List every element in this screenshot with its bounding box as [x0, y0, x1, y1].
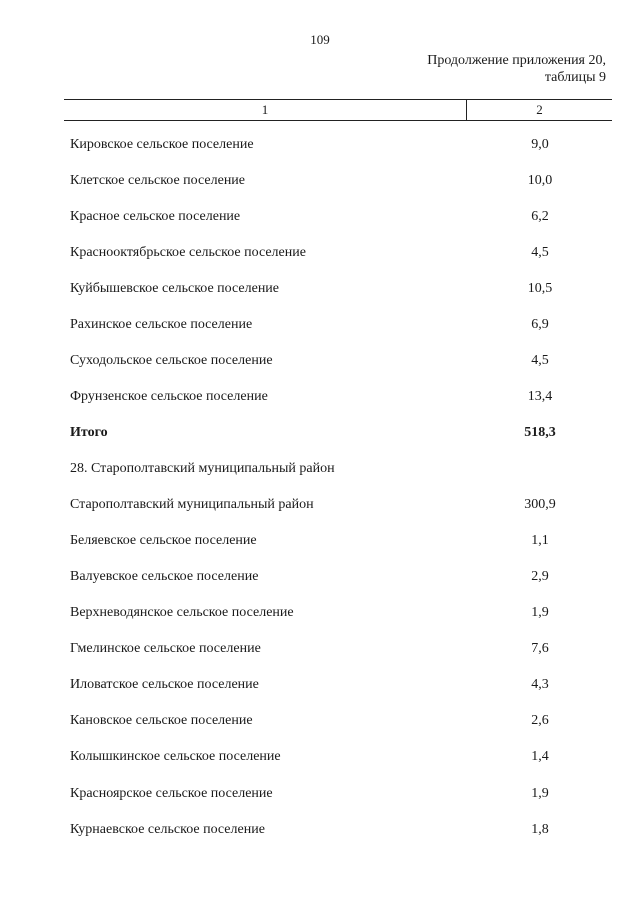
row-name: Фрунзенское сельское поселение: [70, 389, 268, 404]
row-value: 300,9: [524, 497, 556, 512]
row-value: 2,9: [531, 569, 549, 584]
row-name: Колышкинское сельское поселение: [70, 749, 281, 764]
row-name: Кировское сельское поселение: [70, 137, 254, 152]
row-value: 1,8: [531, 822, 549, 837]
table-row: [0, 353, 640, 373]
table-row: [0, 641, 640, 661]
row-value: 6,9: [531, 317, 549, 332]
row-name: Валуевское сельское поселение: [70, 569, 259, 584]
table-row: [0, 749, 640, 769]
row-value: 1,9: [531, 605, 549, 620]
table-row: [0, 209, 640, 229]
caption-line-1: Продолжение приложения 20,: [427, 53, 606, 68]
row-name: Итого: [70, 425, 108, 440]
row-name: Краснооктябрьское сельское поселение: [70, 245, 306, 260]
total-row: [0, 425, 640, 445]
row-name: Старополтавский муниципальный район: [70, 497, 314, 512]
table-row: [0, 173, 640, 193]
row-name: Суходольское сельское поселение: [70, 353, 273, 368]
row-name: Верхневодянское сельское поселение: [70, 605, 294, 620]
column-header-1: 1: [261, 102, 269, 117]
table-row: [0, 713, 640, 733]
row-name: Гмелинское сельское поселение: [70, 641, 261, 656]
row-name: Кановское сельское поселение: [70, 713, 253, 728]
row-name: Куйбышевское сельское поселение: [70, 281, 280, 296]
row-name: Беляевское сельское поселение: [70, 533, 257, 548]
table-row: [0, 281, 640, 301]
row-value: 7,6: [531, 641, 549, 656]
table-row: [0, 389, 640, 409]
row-name: Красноярское сельское поселение: [70, 786, 273, 801]
row-name: Рахинское сельское поселение: [70, 317, 253, 332]
table-row: [0, 245, 640, 265]
table-row: [0, 533, 640, 553]
page-number: 109: [310, 32, 330, 47]
row-value: 10,0: [527, 173, 553, 188]
table-row: [0, 786, 640, 806]
row-value: 4,3: [531, 677, 549, 692]
section-heading-row: [0, 461, 640, 481]
table-row: [0, 497, 640, 517]
table-row: [0, 569, 640, 589]
row-value: 518,3: [524, 425, 556, 440]
row-value: 1,1: [531, 533, 549, 548]
row-value: 1,9: [531, 786, 549, 801]
row-name: Иловатское сельское поселение: [70, 677, 259, 692]
row-value: 2,6: [531, 713, 549, 728]
table-row: [0, 677, 640, 697]
row-value: 13,4: [527, 389, 553, 404]
table-row: [0, 317, 640, 337]
row-value: 4,5: [531, 245, 549, 260]
row-value: 6,2: [531, 209, 549, 224]
table-row: [0, 137, 640, 157]
section-title: 28. Старополтавский муниципальный район: [70, 461, 335, 476]
row-name: Курнаевское сельское поселение: [70, 822, 265, 837]
table-row: [0, 822, 640, 842]
table-row: [0, 605, 640, 625]
row-value: 9,0: [531, 137, 549, 152]
row-value: 10,5: [527, 281, 553, 296]
row-value: 1,4: [531, 749, 549, 764]
row-name: Клетское сельское поселение: [70, 173, 246, 188]
caption-line-2: таблицы 9: [544, 70, 606, 85]
column-header-2: 2: [536, 102, 543, 117]
row-value: 4,5: [531, 353, 549, 368]
row-name: Красное сельское поселение: [70, 209, 241, 224]
